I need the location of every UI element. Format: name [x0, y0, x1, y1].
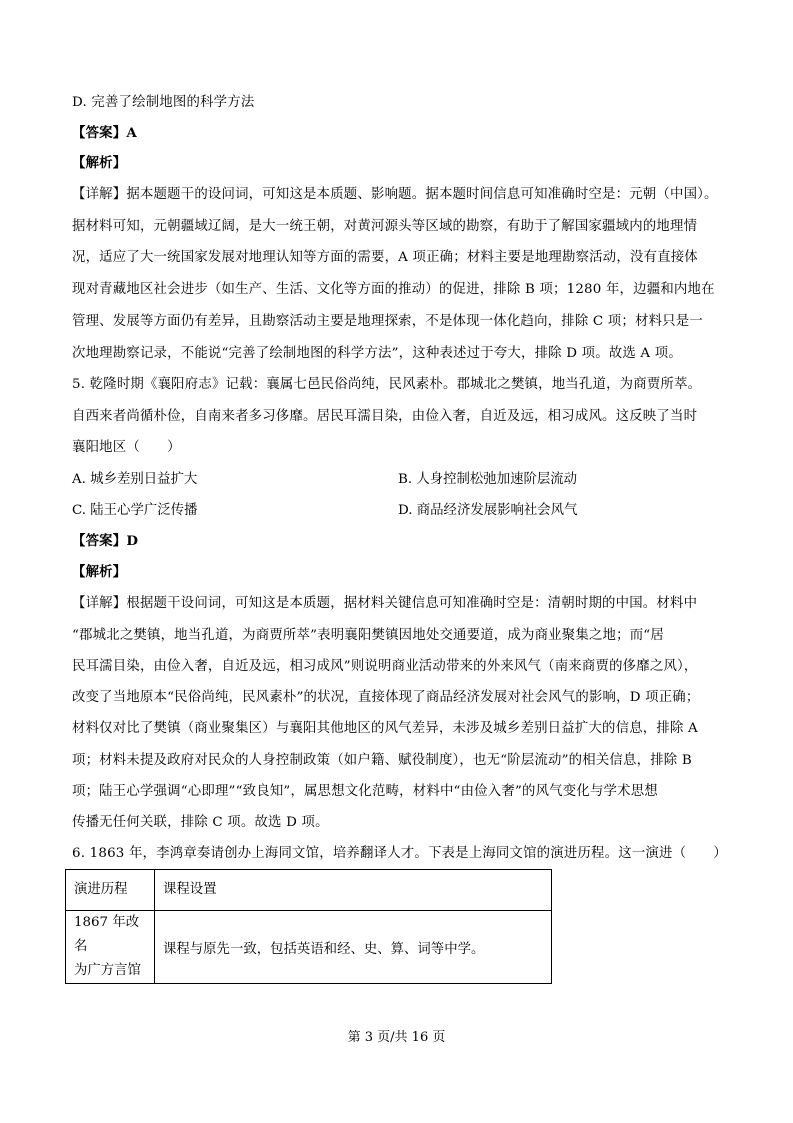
- explanation-line: 改变了当地原本“民俗尚纯，民风素朴”的状况，直接体现了商品经济发展对社会风气的影响，D 项正确；: [72, 690, 700, 705]
- question-6-stem: 6. 1863 年，李鸿章奏请创办上海同文馆，培养翻译人才。下表是上海同文馆的演进历程。这一演进（ ）: [72, 846, 727, 861]
- table-cell-line: 为广方言馆: [74, 963, 141, 978]
- option-c: C. 陆王心学广泛传播: [72, 503, 198, 518]
- table-header-cell: 演进历程: [66, 870, 155, 911]
- table-header-cell: 课程设置: [155, 870, 552, 911]
- explanation-line: 【详解】根据题干设问词，可知这是本质题，据材料关键信息可知准确时空是：清朝时期的中国。材料中: [72, 596, 698, 611]
- table-cell: [66, 911, 155, 984]
- question-5-stem: 自西来者尚循朴俭，自南来者多习侈靡。居民耳濡目染，由俭入奢，自近及远，相习成风。这反映了当时: [72, 409, 698, 424]
- question-5-stem: 5. 乾隆时期《襄阳府志》记载：襄属七邑民俗尚纯，民风素朴。郡城北之樊镇，地当孔道，为商贾所萃。: [72, 377, 702, 392]
- explanation-line: 管理、发展等方面仍有差异，且勘察活动主要是地理探索，不是体现一体化趋向，排除 C 项；材料只是一: [72, 314, 703, 329]
- analysis-label-q4: 【解析】: [72, 155, 127, 171]
- explanation-line: 民耳濡目染，由俭入奢，自近及远，相习成风”则说明商业活动带来的外来风气（南来商贾的侈靡之风），: [72, 659, 698, 674]
- explanation-line: 况，适应了大一统国家发展对地理认知等方面的需要，A 项正确；材料主要是地理勘察活动，没有直接体: [72, 250, 698, 265]
- explanation-line: 【详解】据本题题干的设问词，可知这是本质题、影响题。据本题时间信息可知准确时空是：元朝（中国）。: [72, 187, 718, 202]
- table-cell: 课程与原先一致，包括英语和经、史、算、词等中学。: [155, 911, 552, 984]
- explanation-line: 项；材料未提及政府对民众的人身控制政策（如户籍、赋役制度），也无“阶层流动”的相关信息，排除 B: [72, 753, 692, 768]
- explanation-line: 现对青藏地区社会进步（如生产、生活、文化等方面的推动）的促进，排除 B 项；1280 年，边疆和内地在: [72, 282, 715, 297]
- analysis-label-q5: 【解析】: [72, 564, 127, 580]
- explanation-line: 次地理勘察记录，不能说“完善了绘制地图的科学方法”，这种表述过于夸大，排除 D 项。故选 A 项。: [72, 346, 682, 361]
- table-header-row: [66, 870, 552, 911]
- table-cell-line: 1867 年改名: [74, 915, 140, 954]
- explanation-line: 据材料可知，元朝疆域辽阔，是大一统王朝，对黄河源头等区域的勘察，有助于了解国家疆域内的地理情: [72, 219, 698, 234]
- option-a: A. 城乡差别日益扩大: [72, 472, 198, 487]
- history-table: [65, 869, 552, 984]
- question-5-stem: 襄阳地区（ ）: [72, 440, 181, 455]
- explanation-line: 传播无任何关联，排除 C 项。故选 D 项。: [72, 815, 329, 830]
- option-d-prev: D. 完善了绘制地图的科学方法: [72, 95, 255, 110]
- explanation-line: 材料仅对比了樊镇（商业聚集区）与襄阳其他地区的风气差异，未涉及城乡差别日益扩大的信息，排除 A: [72, 721, 698, 736]
- explanation-line: “郡城北之樊镇，地当孔道，为商贾所萃”表明襄阳樊镇因地处交通要道，成为商业聚集之地；而“居: [72, 628, 664, 643]
- page-number: 第 3 页/共 16 页: [347, 1030, 446, 1045]
- table-row: [66, 911, 552, 984]
- answer-line-q5: 【答案】D: [72, 533, 139, 549]
- answer-line-q4: 【答案】A: [72, 125, 137, 141]
- option-b: B. 人身控制松弛加速阶层流动: [398, 472, 578, 487]
- option-d: D. 商品经济发展影响社会风气: [398, 503, 578, 518]
- explanation-line: 项；陆王心学强调“心即理”“致良知”，属思想文化范畴，材料中“由俭入奢”的风气变化与学术思想: [72, 784, 658, 799]
